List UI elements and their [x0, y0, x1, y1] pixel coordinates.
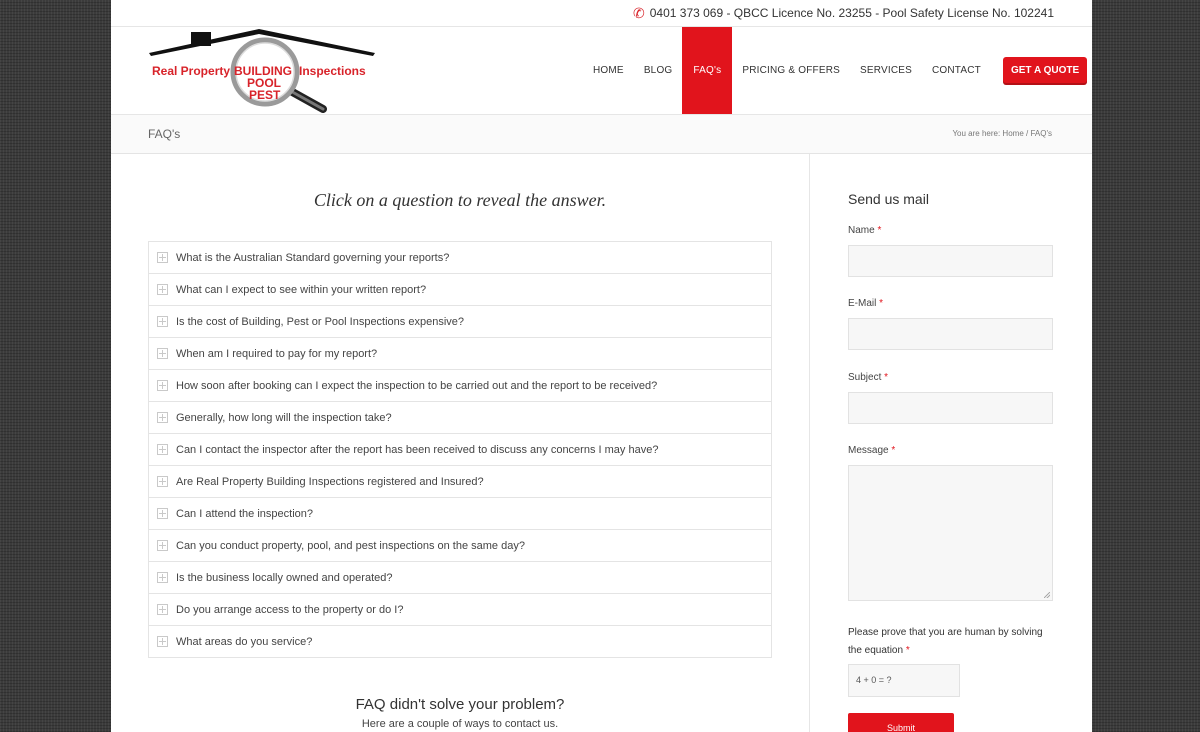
name-label: [848, 225, 881, 236]
form-title: Send us mail: [848, 191, 929, 207]
faq-question: Can I contact the inspector after the report has been received to discuss any concerns I may have?: [176, 443, 659, 456]
cta-title: FAQ didn't solve your problem?: [355, 696, 565, 713]
faq-question: Are Real Property Building Inspections registered and Insured?: [176, 475, 484, 488]
required-mark: *: [879, 298, 884, 309]
faq-question: What can I expect to see within your written report?: [176, 283, 427, 296]
faq-question: Generally, how long will the inspection take?: [176, 411, 392, 424]
faq-item[interactable]: [149, 434, 771, 466]
cta-subtitle: Here are a couple of ways to contact us.: [361, 718, 559, 730]
logo-text-pest: PEST: [249, 88, 281, 102]
faq-item[interactable]: [149, 274, 771, 306]
main-content: [111, 154, 1092, 732]
top-bar: [111, 0, 1092, 27]
faq-question: How soon after booking can I expect the inspection to be carried out and the report to be received?: [176, 379, 658, 392]
logo-text-right: Inspections: [299, 64, 366, 78]
name-label-text: Name: [848, 225, 875, 236]
faq-item[interactable]: [149, 498, 771, 530]
message-label-text: Message: [848, 445, 889, 456]
faq-question: Is the cost of Building, Pest or Pool Inspections expensive?: [176, 315, 464, 328]
plus-icon: [157, 636, 168, 647]
captcha-label: [848, 624, 1048, 660]
plus-icon: [157, 380, 168, 391]
plus-icon: [157, 412, 168, 423]
subject-label: [848, 372, 888, 383]
plus-icon: [157, 348, 168, 359]
submit-button[interactable]: Submit: [848, 713, 954, 732]
faq-item[interactable]: [149, 242, 771, 274]
phone-icon: ✆: [633, 5, 645, 21]
email-field[interactable]: [848, 318, 1053, 350]
faq-question: Can I attend the inspection?: [176, 507, 313, 520]
breadcrumb-separator: /: [1026, 129, 1029, 138]
subject-field[interactable]: [848, 392, 1053, 424]
message-label: [848, 445, 895, 456]
captcha-equation: 4 + 0 = ?: [856, 675, 892, 685]
plus-icon: [157, 476, 168, 487]
breadcrumb-current: FAQ's: [1030, 129, 1052, 138]
faq-item[interactable]: [149, 306, 771, 338]
faq-question: What is the Australian Standard governing your reports?: [176, 251, 450, 264]
logo-text-building: BUILDING: [234, 64, 292, 78]
faq-item[interactable]: [149, 562, 771, 594]
name-field[interactable]: [848, 245, 1053, 277]
faq-item[interactable]: [149, 594, 771, 626]
required-mark: *: [891, 445, 896, 456]
nav-item-home[interactable]: HOME: [593, 65, 624, 76]
nav-item-pricing[interactable]: PRICING & OFFERS: [742, 65, 840, 76]
title-bar: [111, 115, 1092, 154]
nav-item-blog[interactable]: BLOG: [643, 65, 673, 76]
plus-icon: [157, 604, 168, 615]
faq-question: Do you arrange access to the property or do I?: [176, 603, 404, 616]
plus-icon: [157, 572, 168, 583]
page: [111, 0, 1092, 732]
faq-question: When am I required to pay for my report?: [176, 347, 378, 360]
captcha-field[interactable]: [848, 664, 960, 697]
logo-text-left: Real Property: [152, 64, 231, 78]
message-textarea[interactable]: [848, 465, 1053, 601]
logo-graphic: [147, 27, 379, 114]
faq-item[interactable]: [149, 338, 771, 370]
faq-item[interactable]: [149, 466, 771, 498]
faq-item[interactable]: [149, 402, 771, 434]
logo-text-pool: POOL: [247, 76, 282, 90]
plus-icon: [157, 316, 168, 327]
required-mark: *: [905, 645, 910, 656]
get-a-quote-button[interactable]: GET A QUOTE: [1003, 57, 1087, 85]
plus-icon: [157, 540, 168, 551]
faq-question: Can you conduct property, pool, and pest inspections on the same day?: [176, 539, 525, 552]
plus-icon: [157, 444, 168, 455]
nav-item-contact[interactable]: CONTACT: [931, 65, 981, 76]
faq-item[interactable]: [149, 626, 771, 658]
breadcrumb-home-link[interactable]: Home: [1002, 129, 1024, 138]
contact-info: [633, 6, 1054, 20]
nav-item-services[interactable]: SERVICES: [859, 65, 912, 76]
required-mark: *: [884, 372, 889, 383]
required-mark: *: [877, 225, 882, 236]
faq-intro: Click on a question to reveal the answer.: [313, 190, 607, 210]
plus-icon: [157, 284, 168, 295]
breadcrumb-prefix: You are here:: [952, 129, 1001, 138]
faq-item[interactable]: [149, 530, 771, 562]
contact-text: 0401 373 069 - QBCC Licence No. 23255 - Pool Safety License No. 102241: [649, 6, 1054, 20]
nav-item-faqs[interactable]: FAQ's: [682, 27, 732, 114]
sidebar-divider: [809, 154, 810, 732]
logo[interactable]: [147, 27, 379, 114]
plus-icon: [157, 508, 168, 519]
email-label: [848, 298, 883, 309]
subject-label-text: Subject: [848, 372, 882, 383]
breadcrumb: [952, 129, 1052, 138]
faq-question: What areas do you service?: [176, 635, 313, 648]
page-title: FAQ's: [148, 127, 181, 141]
email-label-text: E-Mail: [848, 298, 877, 309]
plus-icon: [157, 252, 168, 263]
captcha-label-text: Please prove that you are human by solving the equation: [848, 627, 1043, 656]
main-nav: [583, 27, 1087, 114]
header: [111, 27, 1092, 115]
faq-item[interactable]: [149, 370, 771, 402]
faq-question: Is the business locally owned and operated?: [176, 571, 393, 584]
faq-list: [148, 241, 772, 658]
